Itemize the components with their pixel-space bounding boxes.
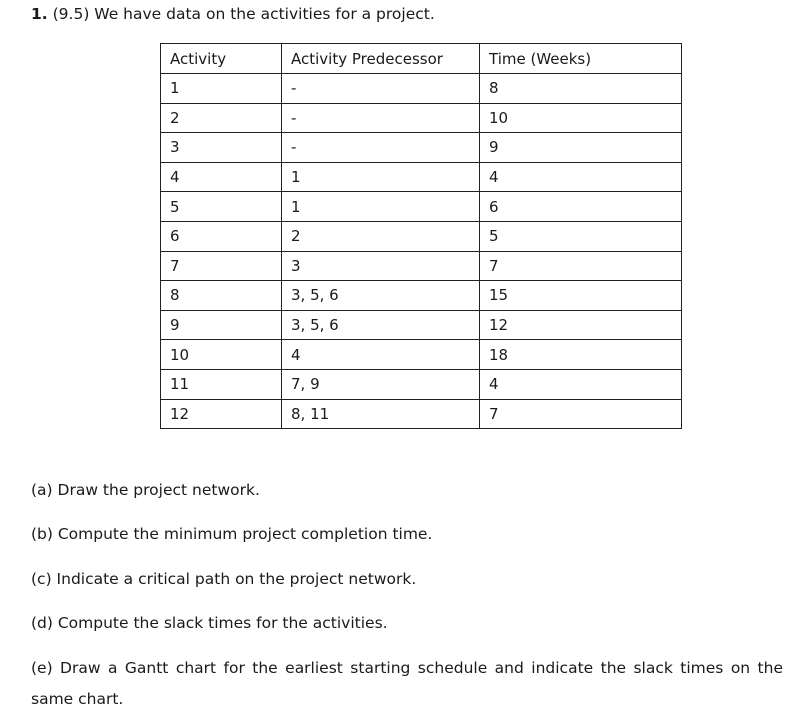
table-row <box>161 162 682 192</box>
table-row <box>161 281 682 311</box>
question-c: (c) Indicate a critical path on the project network. <box>31 570 417 588</box>
cell-time: 12 <box>480 310 682 340</box>
cell-time: 8 <box>480 74 682 104</box>
cell-activity: 8 <box>161 281 282 311</box>
table-row <box>161 340 682 370</box>
cell-activity: 3 <box>161 133 282 163</box>
cell-predecessor: 8, 11 <box>282 399 480 429</box>
cell-time: 18 <box>480 340 682 370</box>
cell-time: 7 <box>480 399 682 429</box>
cell-time: 9 <box>480 133 682 163</box>
header-activity: Activity <box>161 44 282 74</box>
cell-time: 5 <box>480 221 682 251</box>
table-row <box>161 74 682 104</box>
question-a: (a) Draw the project network. <box>31 481 260 499</box>
activity-table <box>160 43 682 429</box>
cell-time: 4 <box>480 162 682 192</box>
table-header-row <box>161 44 682 74</box>
table-row <box>161 103 682 133</box>
cell-predecessor: 3 <box>282 251 480 281</box>
cell-activity: 4 <box>161 162 282 192</box>
cell-predecessor: 2 <box>282 221 480 251</box>
cell-predecessor: - <box>282 133 480 163</box>
problem-number: 1. <box>31 5 48 23</box>
cell-predecessor: 3, 5, 6 <box>282 281 480 311</box>
table-row <box>161 310 682 340</box>
problem-text: (9.5) We have data on the activities for a project. <box>52 5 435 23</box>
header-time: Time (Weeks) <box>480 44 682 74</box>
table-row <box>161 133 682 163</box>
cell-activity: 5 <box>161 192 282 222</box>
cell-time: 7 <box>480 251 682 281</box>
question-d: (d) Compute the slack times for the activities. <box>31 614 388 632</box>
cell-time: 6 <box>480 192 682 222</box>
cell-predecessor: 3, 5, 6 <box>282 310 480 340</box>
cell-predecessor: 1 <box>282 192 480 222</box>
cell-time: 4 <box>480 369 682 399</box>
table-row <box>161 369 682 399</box>
table-row <box>161 399 682 429</box>
cell-activity: 9 <box>161 310 282 340</box>
question-b: (b) Compute the minimum project completion time. <box>31 525 433 543</box>
cell-predecessor: 1 <box>282 162 480 192</box>
cell-time: 10 <box>480 103 682 133</box>
table-row <box>161 251 682 281</box>
header-predecessor: Activity Predecessor <box>282 44 480 74</box>
cell-activity: 12 <box>161 399 282 429</box>
problem-statement <box>31 4 435 24</box>
cell-activity: 1 <box>161 74 282 104</box>
cell-predecessor: - <box>282 103 480 133</box>
table-row <box>161 221 682 251</box>
cell-activity: 2 <box>161 103 282 133</box>
table-row <box>161 192 682 222</box>
cell-predecessor: - <box>282 74 480 104</box>
cell-activity: 6 <box>161 221 282 251</box>
cell-activity: 10 <box>161 340 282 370</box>
cell-predecessor: 4 <box>282 340 480 370</box>
cell-time: 15 <box>480 281 682 311</box>
cell-activity: 11 <box>161 369 282 399</box>
cell-predecessor: 7, 9 <box>282 369 480 399</box>
question-e: (e) Draw a Gantt chart for the earliest starting schedule and indicate the slack times on the same chart. <box>31 659 783 708</box>
cell-activity: 7 <box>161 251 282 281</box>
